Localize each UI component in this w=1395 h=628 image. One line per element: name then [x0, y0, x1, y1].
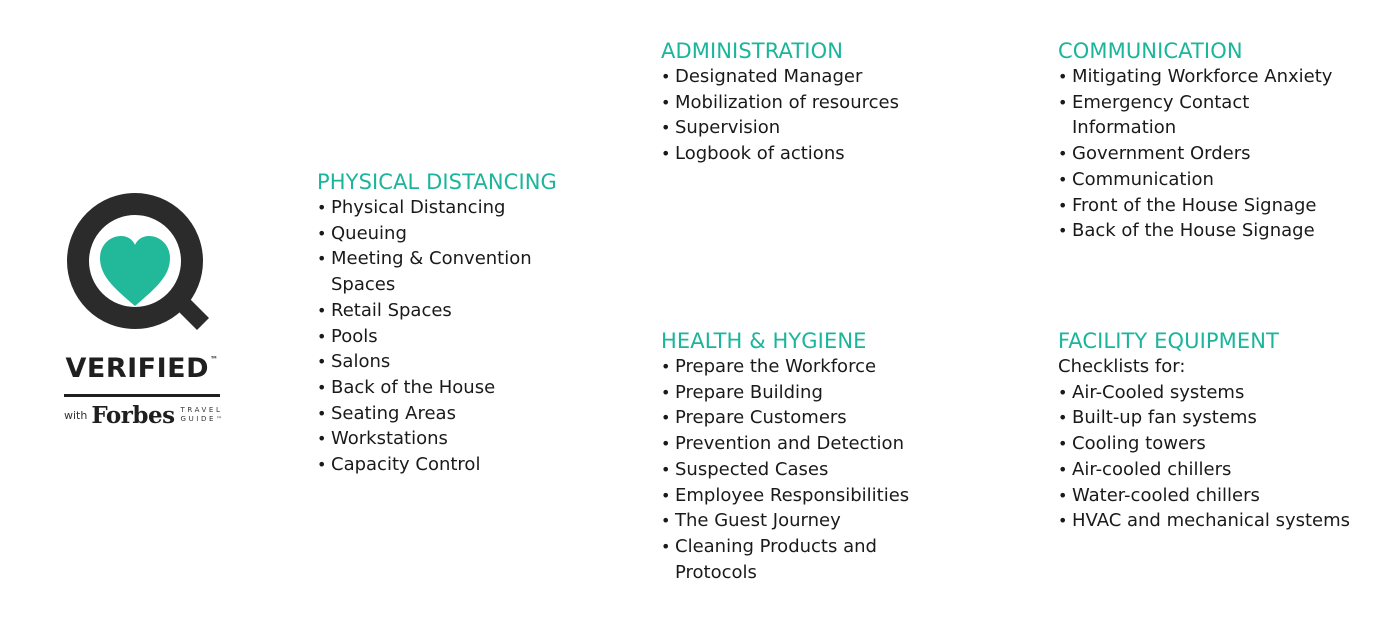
item-list [661, 354, 961, 585]
item-list [1058, 64, 1358, 244]
list-item: • Cooling towers [1058, 431, 1358, 457]
section-title: ADMINISTRATION [661, 39, 844, 63]
list-item: • Queuing [317, 221, 577, 247]
list-item: • Salons [317, 349, 577, 375]
list-item: • Built-up fan systems [1058, 405, 1358, 431]
list-item: • Emergency Contact Information [1058, 90, 1358, 141]
section-title: HEALTH & HYGIENE [661, 329, 867, 353]
list-item: • Prepare Building [661, 380, 961, 406]
list-item: • The Guest Journey [661, 508, 961, 534]
list-item: • Employee Responsibilities [661, 483, 961, 509]
item-list [661, 64, 961, 167]
list-item: • Water-cooled chillers [1058, 483, 1358, 509]
verified-wordmark: VERIFIED™ [65, 353, 219, 384]
item-list [1058, 380, 1358, 534]
list-item: • Government Orders [1058, 141, 1358, 167]
list-item: • Cleaning Products and Protocols [661, 534, 961, 585]
list-item: • Prepare the Workforce [661, 354, 961, 380]
list-item: • Communication [1058, 167, 1358, 193]
list-item: • Air-Cooled systems [1058, 380, 1358, 406]
section-title: COMMUNICATION [1058, 39, 1243, 63]
list-item: • Back of the House [317, 375, 577, 401]
list-item: • Prepare Customers [661, 405, 961, 431]
section-communication [1058, 38, 1358, 244]
list-item: • Mitigating Workforce Anxiety [1058, 64, 1358, 90]
section-intro: Checklists for: [1058, 356, 1186, 377]
travel-guide-wordmark: TRAVEL GUIDE™ [180, 406, 225, 423]
forbes-byline [64, 400, 234, 430]
verified-logo [52, 188, 232, 448]
list-item: • Physical Distancing [317, 195, 577, 221]
heart-magnifier-icon [62, 188, 222, 348]
section-physical-distancing [317, 169, 577, 478]
list-item: • Pools [317, 324, 577, 350]
list-item: • Workstations [317, 426, 577, 452]
list-item: • Prevention and Detection [661, 431, 961, 457]
section-facility-equipment [1058, 328, 1358, 534]
list-item: • Designated Manager [661, 64, 961, 90]
list-item: • Seating Areas [317, 401, 577, 427]
list-item: • Suspected Cases [661, 457, 961, 483]
section-health-hygiene [661, 328, 961, 585]
list-item: • Back of the House Signage [1058, 218, 1358, 244]
list-item: • Air-cooled chillers [1058, 457, 1358, 483]
list-item: • Retail Spaces [317, 298, 577, 324]
logo-divider [64, 394, 220, 397]
section-title: FACILITY EQUIPMENT [1058, 329, 1279, 353]
section-title: PHYSICAL DISTANCING [317, 170, 557, 194]
list-item: • Mobilization of resources [661, 90, 961, 116]
byline-with: with [64, 408, 88, 422]
list-item: • Capacity Control [317, 452, 577, 478]
list-item: • HVAC and mechanical systems [1058, 508, 1358, 534]
list-item: • Logbook of actions [661, 141, 961, 167]
item-list [317, 195, 577, 478]
forbes-wordmark: Forbes [91, 401, 175, 429]
list-item: • Front of the House Signage [1058, 193, 1358, 219]
list-item: • Supervision [661, 115, 961, 141]
list-item: • Meeting & Convention Spaces [317, 246, 577, 297]
section-administration [661, 38, 961, 167]
